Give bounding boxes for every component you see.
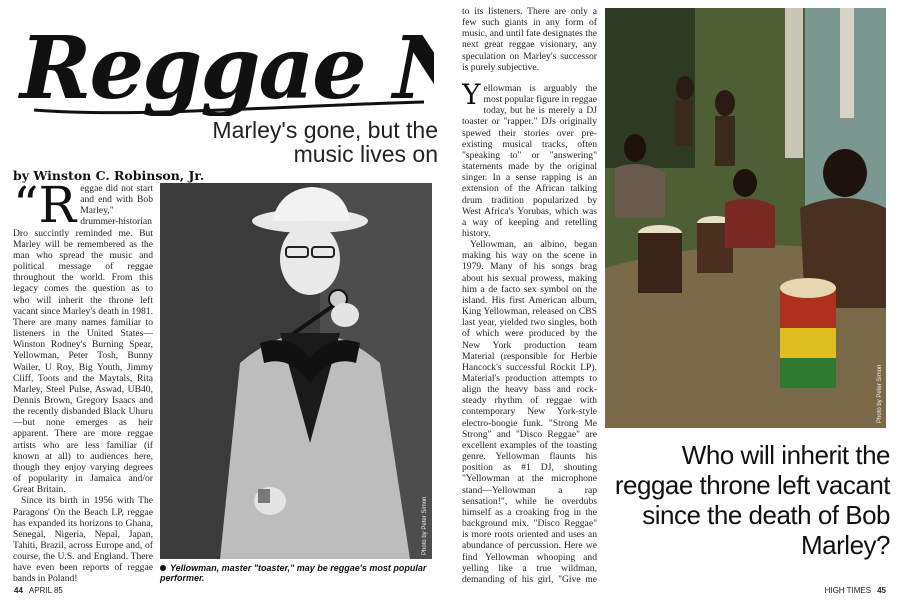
caption-bullet-icon: [160, 565, 166, 571]
pull-headline: Who will inherit the reggae throne left vacant since the death of Bob Marley?: [614, 440, 890, 560]
subtitle: Marley's gone, but the music lives on: [212, 117, 438, 167]
drop-cap: “R: [13, 183, 77, 234]
page-number-left: 44: [14, 586, 23, 595]
byline: by Winston C. Robinson, Jr.: [13, 168, 205, 183]
folio-left: [14, 586, 63, 595]
article-column-2: [462, 6, 597, 586]
paragraph: eggae did not start and end with Bob Marley," drummer-historian Dro succintly reminded me. But Marley will be remembered as the man who spread the music and political message of reggae throughout the world. From this legacy comes the question as to who will inherit the throne left vacant since Marley's death in 1981. There are many names familiar to listeners in the United States—Winston Rodney's Burning Spear, Yellowman, Peter Tosh, Bunny Wailer, U Roy, Big Youth, Jimmy Cliff, Toots and the Maytals, Rita Marley, Steel Pulse, Aswad, UB40, Dennis Brown, Gregory Isaacs and the recently disbanded Black Uhuru—but none emerges as heir apparent. There are more reggae artists who are less familiar (if known at all) to audiences here, though they enjoy varying degrees of popularity in Jamaica and/or Great Britain.: [13, 183, 153, 496]
drop-cap: Y: [462, 77, 481, 111]
masthead-title: Reggae: [20, 18, 365, 116]
article-column-1: [13, 183, 153, 583]
caption-text: Yellowman, master "toaster," may be reggae's most popular performer.: [160, 563, 427, 583]
paragraph: Since its birth in 1956 with The Paragons' On the Beach LP, reggae has expanded its horizons to Ghana, Senegal, Nigeria, Nepal, Japan, Tahiti, Brazil, across Europe and, of course, the U.S. and England. There have even been reports of reggae bands in Poland!: [13, 495, 153, 583]
photo-yellowman: [160, 183, 432, 559]
masthead: [14, 6, 434, 116]
paragraph: Yellowman, an albino, began making his way on the scene in 1979. Many of his songs brag about his sexual prowess, making him a de facto sex symbol on the island. His first American album, King Yellowman, released on CBS last year, yielded two singles, both of which were produced by the New York production team Material (responsible for Herbie Hancock's successful Rockit LP). Material's production attempts to align the heavy bass and rock-steady rhythm of reggae with contemporary New York-style electro-boogie funk. "Strong Me Strong" and "Disco Reggae" are excellent examples of the toasting genre. Yellowman flaunts his position as #1 DJ, shouting "Yellowman at the microphone stand—Yellowman a rap sensation!", while he overdubs himself as a croaking frog in the background mix. "Disco Reggae" is more roots oriented and uses an abundance of percussion. Here we find Yellowman whooping and yelling like a true wildman, demanding of his girl, "Give me: [462, 239, 597, 585]
masthead-graphic: [14, 6, 434, 116]
magazine-name: HIGH TIMES: [824, 586, 872, 595]
drummers-photo-illustration: [605, 8, 886, 428]
yellowman-photo-illustration: [160, 183, 432, 559]
photo-credit-left: Photo by Peter Simon: [422, 496, 428, 555]
photo-caption: [160, 563, 435, 583]
photo-credit-right: Photo by Peter Simon: [877, 364, 883, 423]
paragraph: to its listeners. There are only a few such giants in any form of music, and until fate designates the next great reggae visionary, any speculation on Marley's successor is purely subjective.: [462, 6, 597, 73]
photo-drummers: [605, 8, 886, 428]
issue-date: APRIL 85: [28, 586, 63, 595]
folio-right: [825, 586, 886, 595]
page-number-right: 45: [877, 586, 886, 595]
paragraph: ellowman is arguably the most popular figure in reggae today, but he is merely a DJ toaster or "rapper." DJs originally spewed their stories over pre-existing musical tracks, often "speaking to" or "answering" statements made by the original singer. In a sense rapping is an extension of the African talking drum tradition popularized by West Africa's Yorubas, which was a way of keeping and retelling history.: [462, 82, 597, 239]
